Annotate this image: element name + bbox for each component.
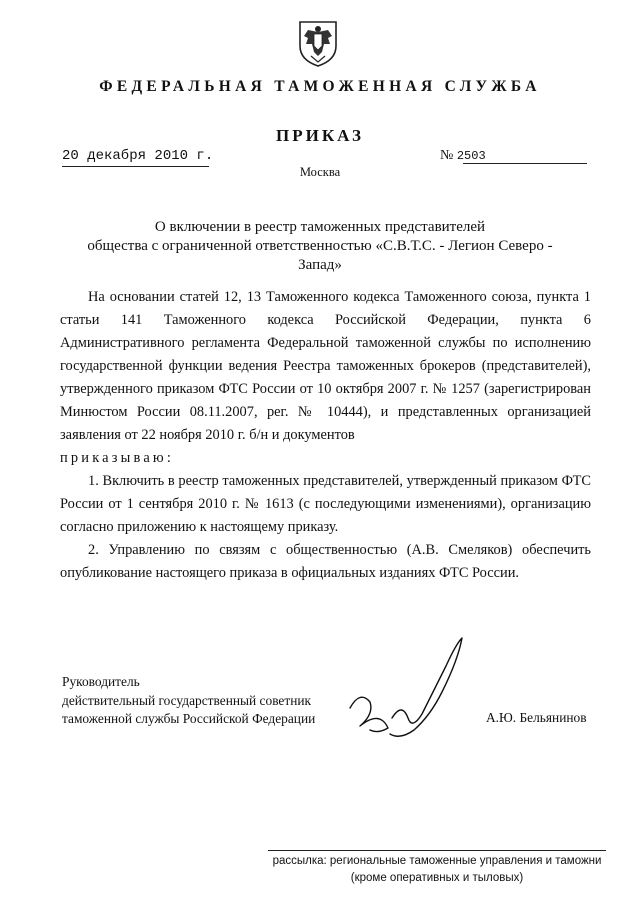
number-underline [463,163,587,164]
title-line: общества с ограниченной ответственностью «С.В.Т.С. - Легион Северо - [87,238,553,254]
distribution-line: рассылка: региональные таможенные управления и таможни [272,855,602,867]
position-line: действительный государственный советник [62,692,312,708]
order-item-2: 2. Управлению по связям с общественностью (А.В. Смеляков) обеспечить опубликование настоящего приказа в официальных изданиях ФТС России. [60,542,591,581]
order-item-1: 1. Включить в реестр таможенных представителей, утвержденный приказом ФТС России от 1 сентября 2010 г. № 1613 (с последующими изменениями), организацию согласно приложению к настоящему приказу. [60,473,591,535]
number-value: 2503 [456,149,486,163]
signatory-name: А.Ю. Бельянинов [486,710,587,725]
order-number [440,148,486,164]
distribution-line: (кроме оперативных и тыловых) [350,872,524,884]
preamble-paragraph: На основании статей 12, 13 Таможенного кодекса Таможенного союза, пункта 1 статьи 141 Таможенного кодекса Российской Федерации, пункта 6 Административного регламента Федеральной таможенной службы по исполнению государственной функции ведения Реестра таможенных брокеров (представителей), утвержденного приказом ФТС России от 10 октября 2007 г. № 1257 (зарегистрирован Минюстом России 08.11.2007, рег. № 10444), и представленных организацией заявления от 22 ноября 2010 г. б/н и документов [60,289,591,443]
document-title [70,218,570,275]
double-headed-eagle-emblem-icon [296,16,340,68]
order-word: приказываю: [60,450,175,466]
distribution-list [268,853,606,887]
position-line: Руководитель [62,674,140,689]
document-body [60,286,591,585]
signatory-position [62,673,315,729]
document-type: ПРИКАЗ [276,126,364,145]
position-line: таможенной службы Российской Федерации [62,711,316,726]
distribution-divider [268,850,606,851]
order-date: 20 декабря 2010 г. [62,148,214,164]
agency-name: ФЕДЕРАЛЬНАЯ ТАМОЖЕННАЯ СЛУЖБА [99,78,541,95]
title-line: О включении в реестр таможенных представителей [154,219,486,235]
city: Москва [299,165,341,179]
title-line: Запад» [298,257,342,273]
handwritten-signature [330,630,480,750]
number-sign: № [440,148,454,163]
